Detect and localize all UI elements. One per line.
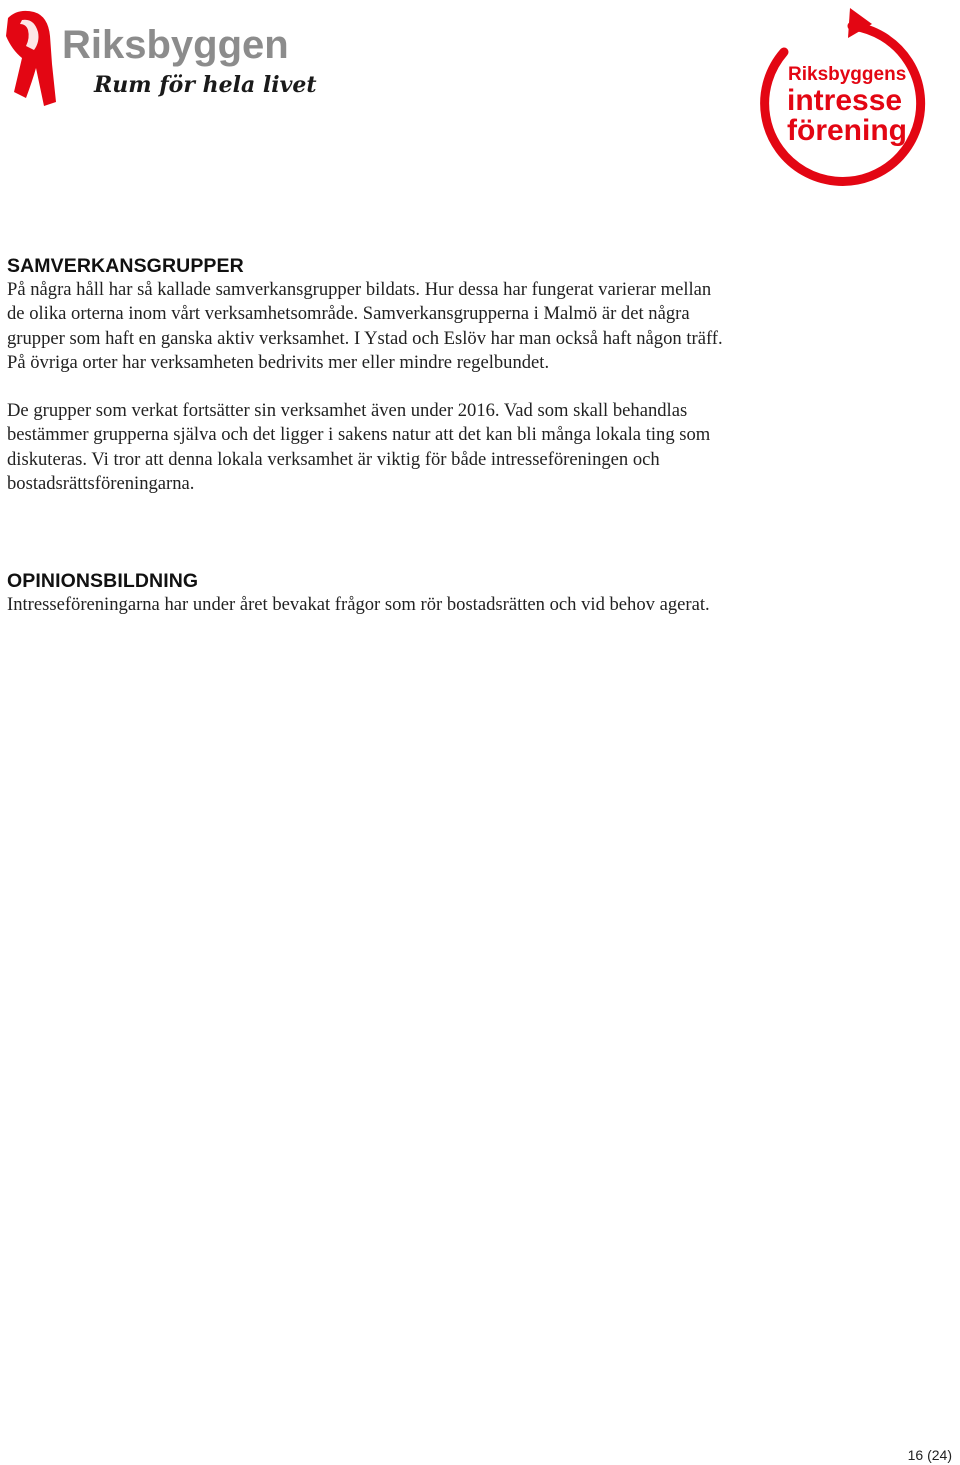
section-paragraph: På några håll har så kallade samverkansgrupper bildats. Hur dessa har fungerat varierar mellan de olika orterna inom vårt verksamhetsområde. Samverkansgrupperna i Malmö är det några grupper som haft en ganska aktiv verksamhet. I Ystad och Eslöv har man också haft någon träff. På övriga orter har verksamheten bedrivits mer eller mindre regelbundet. bbox=[7, 279, 723, 373]
section-paragraph: Intresseföreningarna har under året bevakat frågor som rör bostadsrätten och vid behov agerat. bbox=[7, 594, 710, 615]
page-number: 16 (24) bbox=[907, 1447, 952, 1463]
section-samverkansgrupper bbox=[7, 254, 727, 496]
riksbyggen-brand-text: Riksbyggen bbox=[62, 23, 289, 67]
riksbyggen-logo bbox=[4, 6, 317, 110]
intresseforening-logo bbox=[754, 4, 936, 194]
section-heading: SAMVERKANSGRUPPER bbox=[7, 255, 244, 277]
section-heading: OPINIONSBILDNING bbox=[7, 570, 199, 592]
riksbyggen-logo-mark bbox=[4, 6, 317, 110]
riksbyggen-tagline-text: Rum för hela livet bbox=[94, 72, 317, 98]
logo-line-forening: förening bbox=[787, 114, 907, 147]
intresseforening-logo-mark bbox=[754, 4, 936, 194]
logo-line-intresse: intresse bbox=[787, 84, 903, 117]
section-paragraph: De grupper som verkat fortsätter sin verksamhet även under 2016. Vad som skall behandlas bestämmer grupperna själva och det ligger i sakens natur att det kan bli många lokala ting som diskuteras. Vi tror att denna lokala verksamhet är viktig för både intresseföreningen och bostadsrättsföreningarna. bbox=[7, 400, 711, 495]
section-opinionsbildning bbox=[7, 569, 727, 617]
logo-line-riksbyggens: Riksbyggens bbox=[788, 64, 907, 85]
